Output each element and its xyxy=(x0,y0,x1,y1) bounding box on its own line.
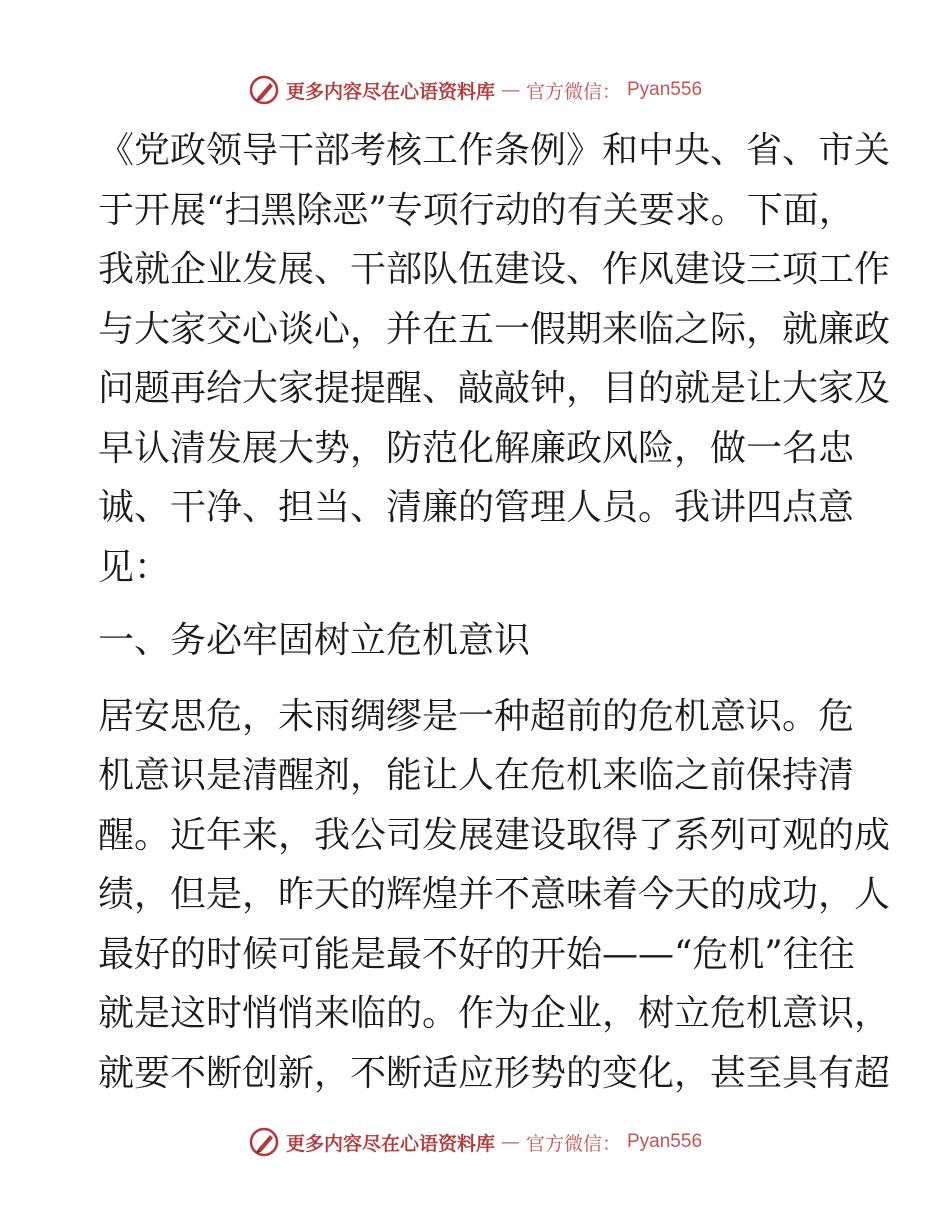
text-line: 就要不断创新，不断适应形势的变化，甚至具有超 xyxy=(98,1052,891,1094)
watermark-wechat-label: 官方微信： xyxy=(525,80,621,103)
text-line: 与大家交心谈心，并在五一假期来临之际，就廉政 xyxy=(98,308,891,350)
text-line: 最好的时候可能是最不好的开始——“危机”往往 xyxy=(98,933,855,975)
watermark-text: 更多内容尽在心语资料库 xyxy=(285,1132,495,1155)
text-line: 《党政领导干部考核工作条例》和中央、省、市关 xyxy=(98,130,891,171)
watermark-separator: — xyxy=(500,79,520,101)
pen-logo-icon xyxy=(248,1126,280,1158)
text-line: 早认清发展大势，防范化解廉政风险，做一名忠 xyxy=(98,427,855,469)
text-line: 居安思危，未雨绸缪是一种超前的危机意识。危 xyxy=(98,695,855,737)
text-line: 于开展“扫黑除恶”专项行动的有关要求。下面， xyxy=(98,189,855,231)
text-line: 绩，但是，昨天的辉煌并不意味着今天的成功，人 xyxy=(98,874,891,915)
text-line: 我就企业发展、干部队伍建设、作风建设三项工作 xyxy=(98,249,891,290)
watermark-text: 更多内容尽在心语资料库 xyxy=(285,80,495,103)
text-line: 诚、干净、担当、清廉的管理人员。我讲四点意 xyxy=(98,487,855,528)
watermark-wechat-id: Pyan556 xyxy=(627,79,703,100)
text-line: 见： xyxy=(98,546,171,588)
watermark-wechat-id: Pyan556 xyxy=(627,1131,703,1152)
paragraph-crisis-awareness xyxy=(98,687,891,1104)
footer-watermark xyxy=(0,1122,950,1162)
header-watermark xyxy=(0,70,950,110)
section-heading: 一、务必牢固树立危机意识 xyxy=(98,620,531,661)
pen-logo-icon xyxy=(248,74,280,106)
text-line: 就是这时悄悄来临的。作为企业，树立危机意识， xyxy=(98,993,891,1034)
text-line: 醒。近年来，我公司发展建设取得了系列可观的成 xyxy=(98,814,891,856)
watermark-separator: — xyxy=(500,1131,520,1153)
document-body xyxy=(98,121,891,1103)
watermark-wechat-label: 官方微信： xyxy=(525,1132,621,1155)
text-line: 问题再给大家提提醒、敲敲钟，目的就是让大家及 xyxy=(98,368,891,409)
text-line: 机意识是清醒剂，能让人在危机来临之前保持清 xyxy=(98,755,855,796)
paragraph-intro xyxy=(98,121,891,597)
